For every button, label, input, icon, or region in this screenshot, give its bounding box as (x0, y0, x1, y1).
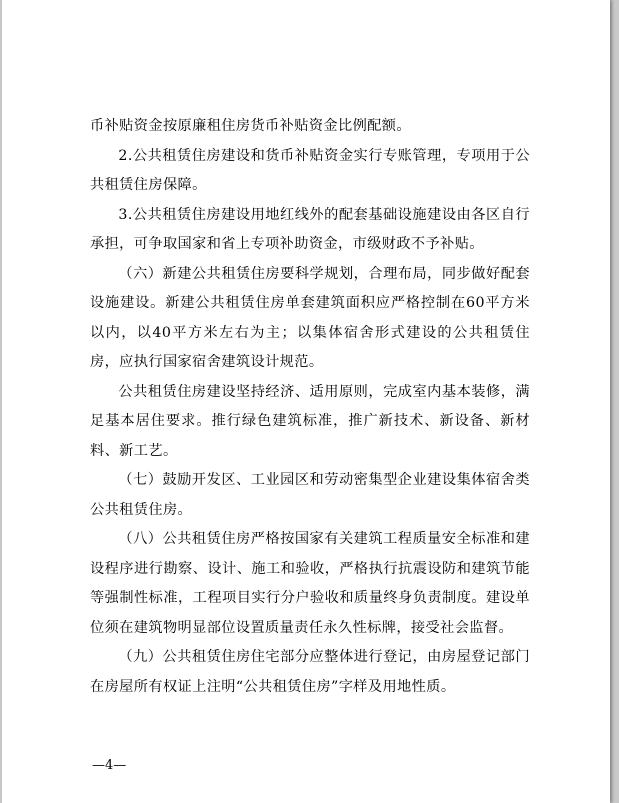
document-body (90, 112, 530, 702)
paragraph-item-3: 3.公共租赁住房建设用地红线外的配套基础设施建设由各区自行承担，可争取国家和省上专项补助资金，市级财政不予补贴。 (90, 206, 530, 252)
paragraph-continuation: 币补贴资金按原廉租住房货币补贴资金比例配额。 (90, 118, 411, 134)
document-page (2, 0, 610, 803)
page-number: —4— (92, 758, 127, 773)
paragraph-section-7: （七）鼓励开发区、工业园区和劳动密集型企业建设集体宿舍类公共租赁住房。 (90, 472, 530, 518)
paragraph-item-2: 2.公共租赁住房建设和货币补贴资金实行专账管理，专项用于公共租赁住房保障。 (90, 147, 530, 193)
paragraph-section-8: （八）公共租赁住房严格按国家有关建筑工程质量安全标准和建设程序进行勘察、设计、施工和验收，严格执行抗震设防和建筑节能等强制性标准，工程项目实行分户验收和质量终身负责制度。建设单位须在建筑物明显部位设置质量责任永久性标牌，接受社会监督。 (90, 531, 530, 636)
paragraph-section-9: （九）公共租赁住房住宅部分应整体进行登记，由房屋登记部门在房屋所有权证上注明“公共租赁住房”字样及用地性质。 (90, 649, 530, 695)
paragraph-construction-principles: 公共租赁住房建设坚持经济、适用原则，完成室内基本装修，满足基本居住要求。推行绿色建筑标准，推广新技术、新设备、新材料、新工艺。 (90, 383, 530, 459)
paragraph-section-6: （六）新建公共租赁住房要科学规划，合理布局，同步做好配套设施建设。新建公共租赁住房单套建筑面积应严格控制在60平方米以内，以40平方米左右为主；以集体宿舍形式建设的公共租赁住房，应执行国家宿舍建筑设计规范。 (90, 265, 530, 370)
